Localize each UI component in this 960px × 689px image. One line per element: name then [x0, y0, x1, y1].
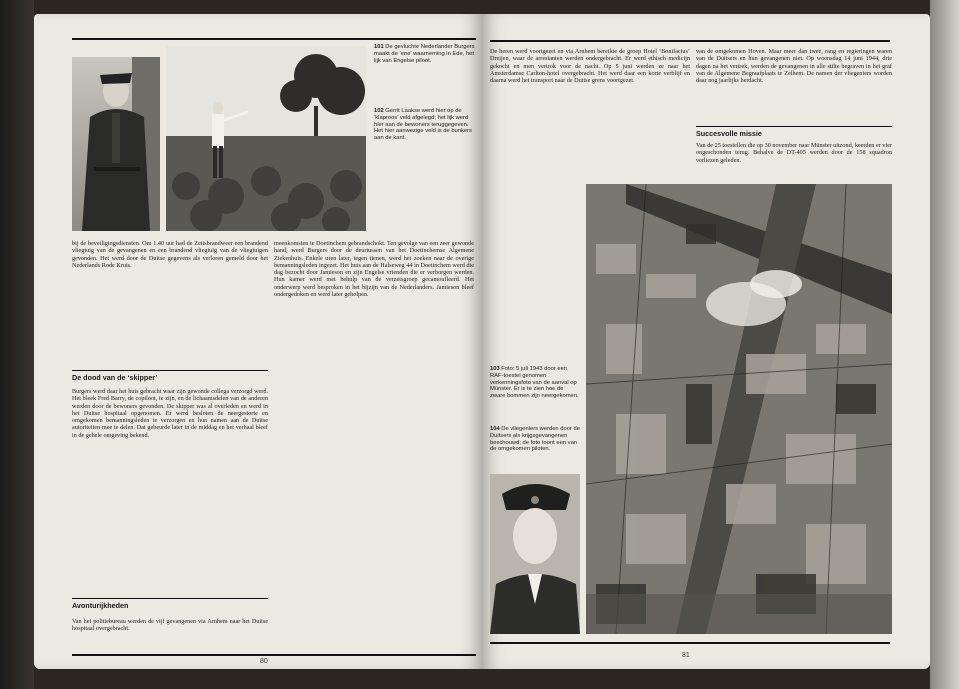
caption-103-number: 103 — [490, 366, 500, 372]
section-dood-skipper-text: Burgers werd daar het huis gebracht waar zijn gewonde collega verzorgd werd. Het bleek Fred Barry, de copiloot, te zijn, en de lichaamsdelen van de anderen werden door de bewoners gevonden. De skipper was al overleden en werd in het Duitse hospitaal opgenomen. Er werd besloten de neergestorte en omgekomen bemanningsleden te verzorgen en hun namen aan de Duitse autoriteiten mee te delen. Dat gebeurde later in de middag en het verhaal bleef in de gehele omgeving bekend. — [72, 388, 268, 439]
desk-edge-left — [0, 0, 34, 689]
caption-101-text: De gevluchte Nederlander Burgers maakt de ‘ene’ waarneming in Ede, het lijk van Engelse piloot. — [374, 44, 475, 64]
section-title-succesvolle-missie: Succesvolle missie — [696, 126, 892, 138]
caption-104-text: De vliegeniers werden door de Duitsers als krijgsgevangenen beschouwd; de foto toont een van de omgekomen piloten. — [490, 426, 580, 453]
officer-portrait-photo — [72, 57, 160, 231]
top-rule — [72, 38, 476, 40]
section-title-dood-skipper: De dood van de ‘skipper’ — [72, 370, 268, 382]
field-photo — [166, 46, 366, 231]
section-avontuurlijkheden-text: Van het politiebureau werden de vijf gevangenen via Arnhem naar het Duitse hospitaal overgebracht. — [72, 618, 268, 633]
caption-102-number: 102 — [374, 108, 384, 114]
desk-edge-right — [930, 0, 960, 689]
page-number-left: 80 — [260, 658, 268, 665]
left-page-right-column: meenkomsten te Doetinchem gebrandschokt. Ten gevolge van een zeer gewonde hand, werd Burgers door de deurtussen van het Doetinchemse Algemene Ziekenhuis. Enkele uren later, tegen tienen, werd het zoeken naar de overige bemanningsleden ingezet. Het huis aan de Halseweg 44 in Doetinchem werd die dag bezocht door Jamieson en zijn Engelse vrienden die er verborgen werden. Hun kamer werd met behulp van de verzetsgroep gecamoufleerd. Het onderwerp werd besproken in het bijzijn van de Nederlanders. Jamieson bleef ondergedoken en werd later geholpen. — [274, 240, 474, 299]
bottom-rule-right — [490, 642, 890, 644]
caption-102 — [374, 108, 476, 178]
caption-104 — [490, 426, 580, 474]
caption-103 — [490, 366, 580, 422]
left-page — [34, 14, 482, 669]
caption-101-number: 101 — [374, 44, 384, 50]
top-rule-right — [490, 40, 890, 42]
intro-paragraph: bij de beveiligingsdiensten. Om 1.40 uur had de Zeitsbrandweer een brandend vliegtuig van de gevangenen en een brandend vliegtuig van de vliegtuigen gevonden. Het werd door de Duitse gegevens als verloren gemeld door het Nederlands Rode Kruis. — [72, 240, 268, 269]
pilot-portrait-photo — [490, 474, 580, 634]
section-succesvolle-missie-text: Van de 25 toestellen die op 30 november naar Münster uitzond, keerden er vier ongeschonden terug. Behalve de DT-405 werden door de 158 squadron verliezen geleden. — [696, 142, 892, 164]
caption-102-text: Gerrit Laakse werd hier op de ‘klaproos’ veld afgelegd; het lijk werd hier aan de bewoners teruggegeven. Het hier aanwezige veld is de bunkers aan de kant. — [374, 108, 472, 142]
aerial-reconnaissance-photo — [586, 184, 892, 634]
section-title-avontuurlijkheden: Avonturijkheden — [72, 598, 268, 610]
right-page-right-column: van de omgekomen Hoven. Maar meer dan twee, rang en regieringen waren van de Duitsers en hun gevangenen niet. Op woensdag 14 juni 1944, drie dagen na het vertrek, werden de gevangenen in alle stilte begraven in het graf van de Algemene Begraafplaats te Zelhem. De namen der vliegeniers worden daar nog jaarlijks herdacht. — [696, 48, 892, 85]
right-page-left-column: De heren werd voortgezet en via Arnhem bereikte de groep Hotel ‘Bonifacius’ Dreijen, waar de arrestanten werden ondergebracht. Er werd ethisch medicijn gekocht en men vertrok voor de nacht. Op 5 juni werden ze naar het Amsterdamse Carlton-hotel overgebracht. Het werd daar een korte verblijf en daarna werd het transport naar de Duitse grens voortgezet. — [490, 48, 690, 85]
page-number-right: 81 — [682, 652, 690, 659]
caption-101 — [374, 44, 476, 104]
caption-103-text: Foto: 5 juli 1943 door een RAF-toestel genomen verkenningsfoto van de aanval op Münster. Er is te zien hoe de zware bommen zijn neergekomen. — [490, 366, 579, 400]
caption-104-number: 104 — [490, 426, 500, 432]
bottom-rule — [72, 654, 476, 656]
right-page — [482, 14, 930, 669]
